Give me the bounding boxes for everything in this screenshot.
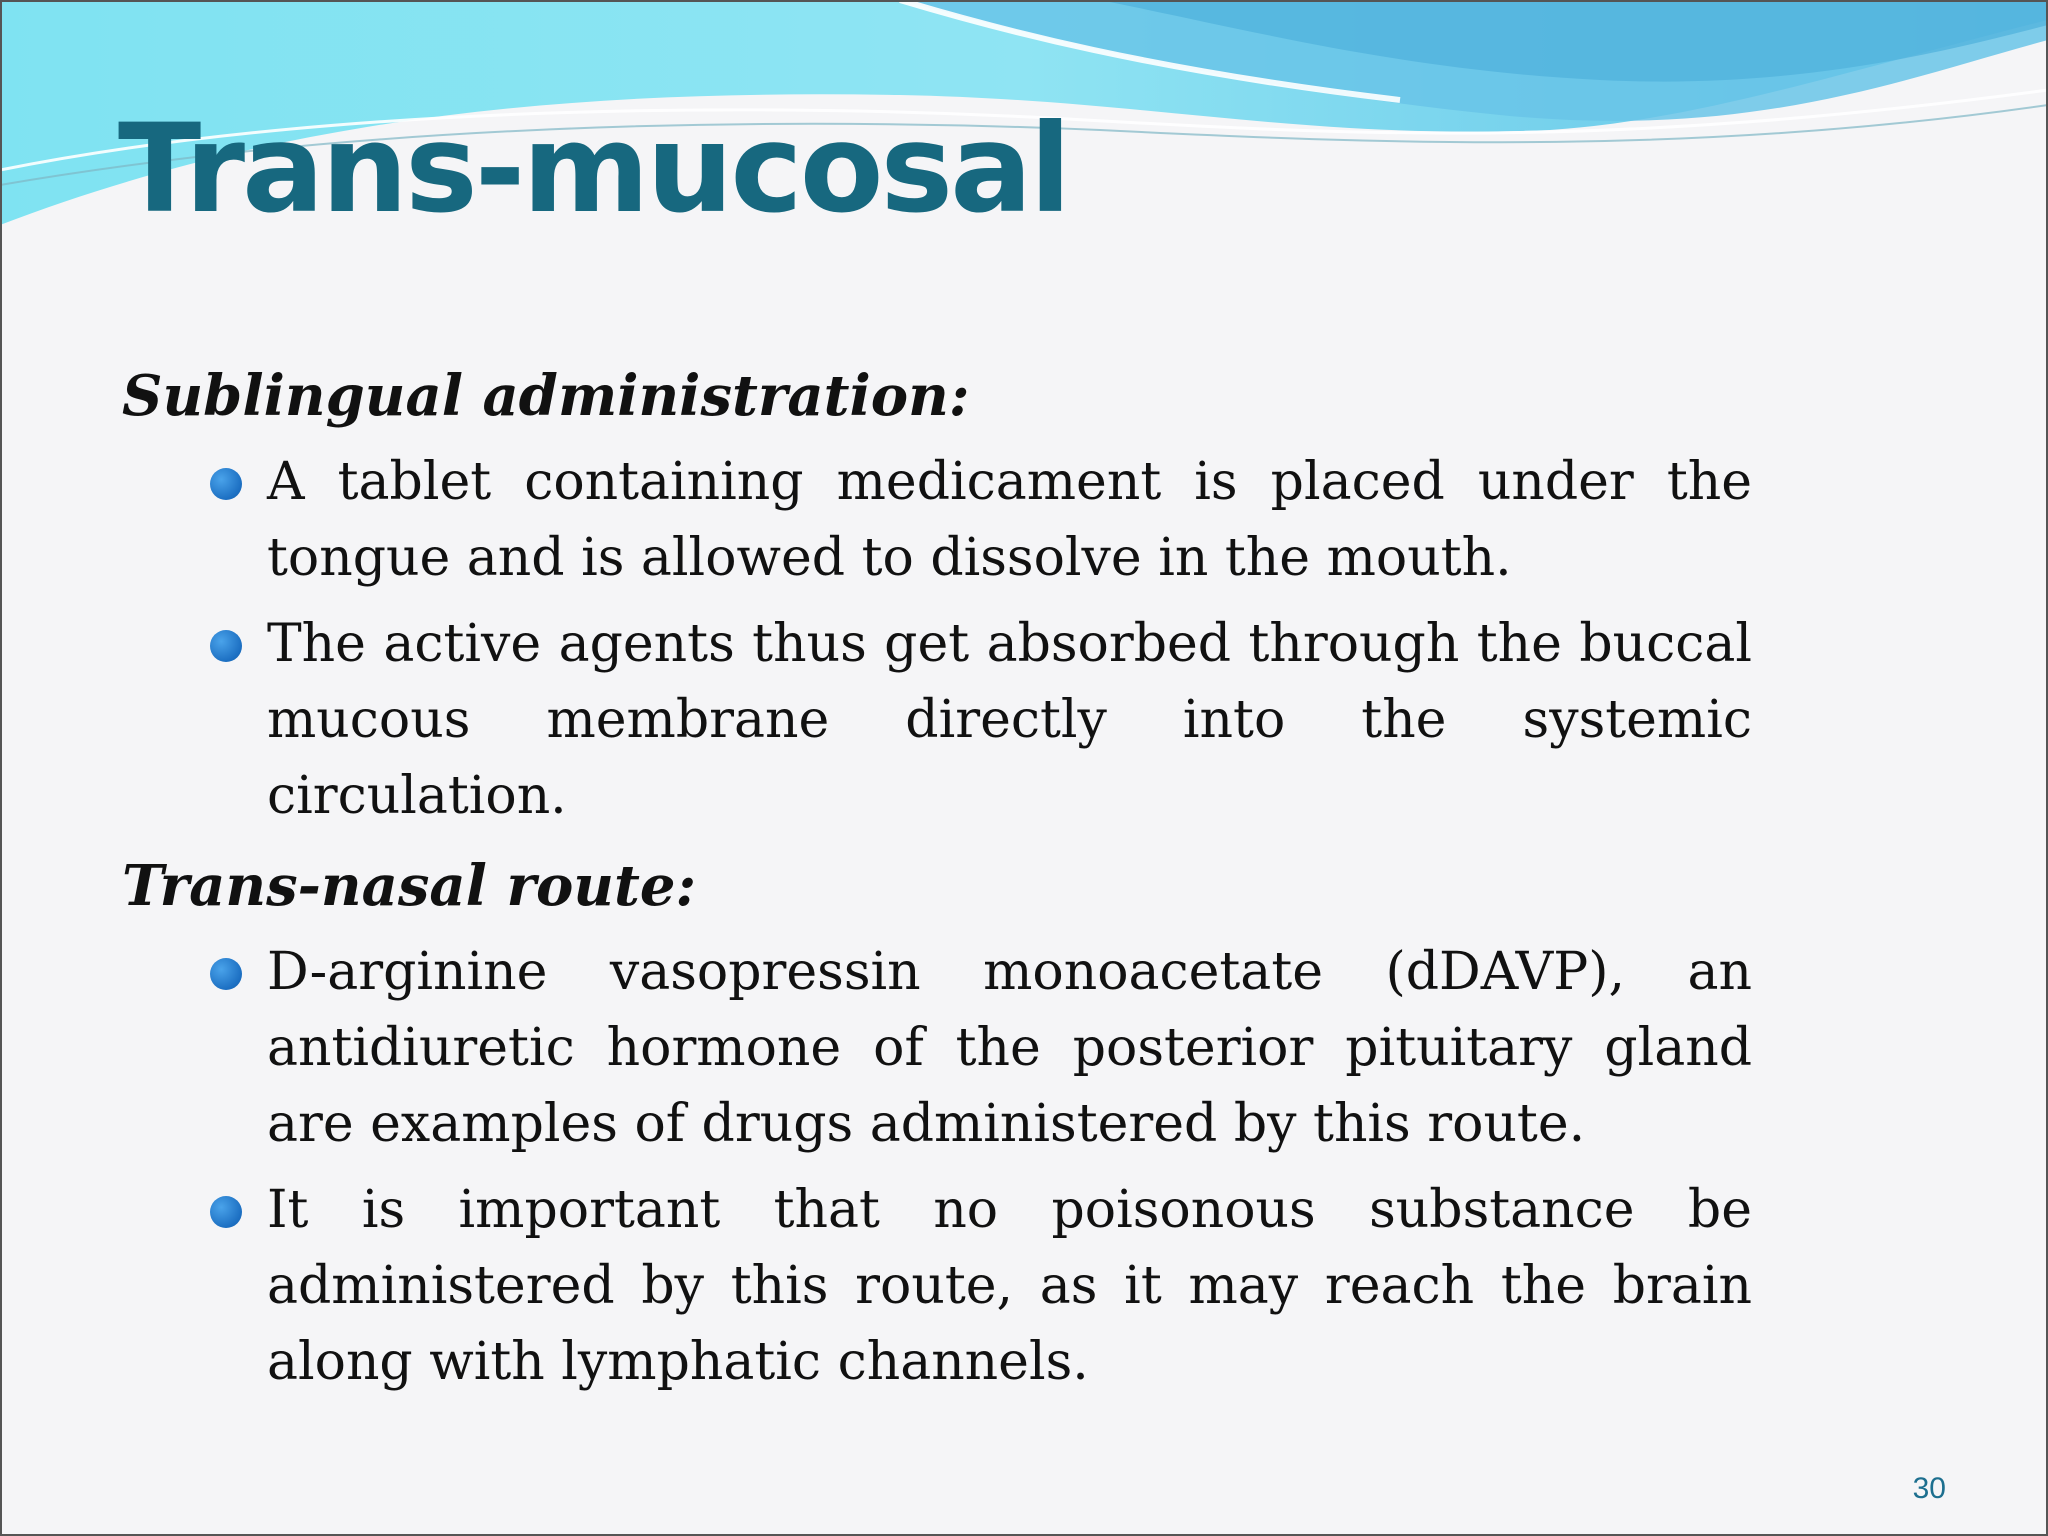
- list-item: [122, 934, 1752, 1162]
- bullet-text: It is important that no poisonous substance be administered by this route, as it may reach the brain along with lymphatic channels.: [267, 1180, 1752, 1392]
- slide-title: Trans-mucosal: [118, 98, 1069, 240]
- section-heading-trans-nasal: Trans-nasal route:: [122, 853, 697, 919]
- list-item: [122, 444, 1752, 596]
- bullet-list-trans-nasal: [122, 934, 1752, 1400]
- list-item: [122, 1172, 1752, 1400]
- bullet-text: The active agents thus get absorbed through the buccal mucous membrane directly into the systemic circulation.: [267, 614, 1752, 826]
- list-item: [122, 606, 1752, 834]
- bullet-text: A tablet containing medicament is placed under the tongue and is allowed to dissolve in the mouth.: [267, 452, 1752, 588]
- bullet-dot-icon: [210, 1196, 242, 1228]
- section-heading-sublingual: Sublingual administration:: [122, 363, 970, 429]
- bullet-dot-icon: [210, 958, 242, 990]
- slide-content: [122, 358, 1752, 1414]
- page-number: 30: [1912, 1472, 1946, 1505]
- bullet-dot-icon: [210, 468, 242, 500]
- bullet-text: D-arginine vasopressin monoacetate (dDAVP), an antidiuretic hormone of the posterior pituitary gland are examples of drugs administered by this route.: [267, 942, 1752, 1154]
- bullet-list-sublingual: [122, 444, 1752, 834]
- bullet-dot-icon: [210, 630, 242, 662]
